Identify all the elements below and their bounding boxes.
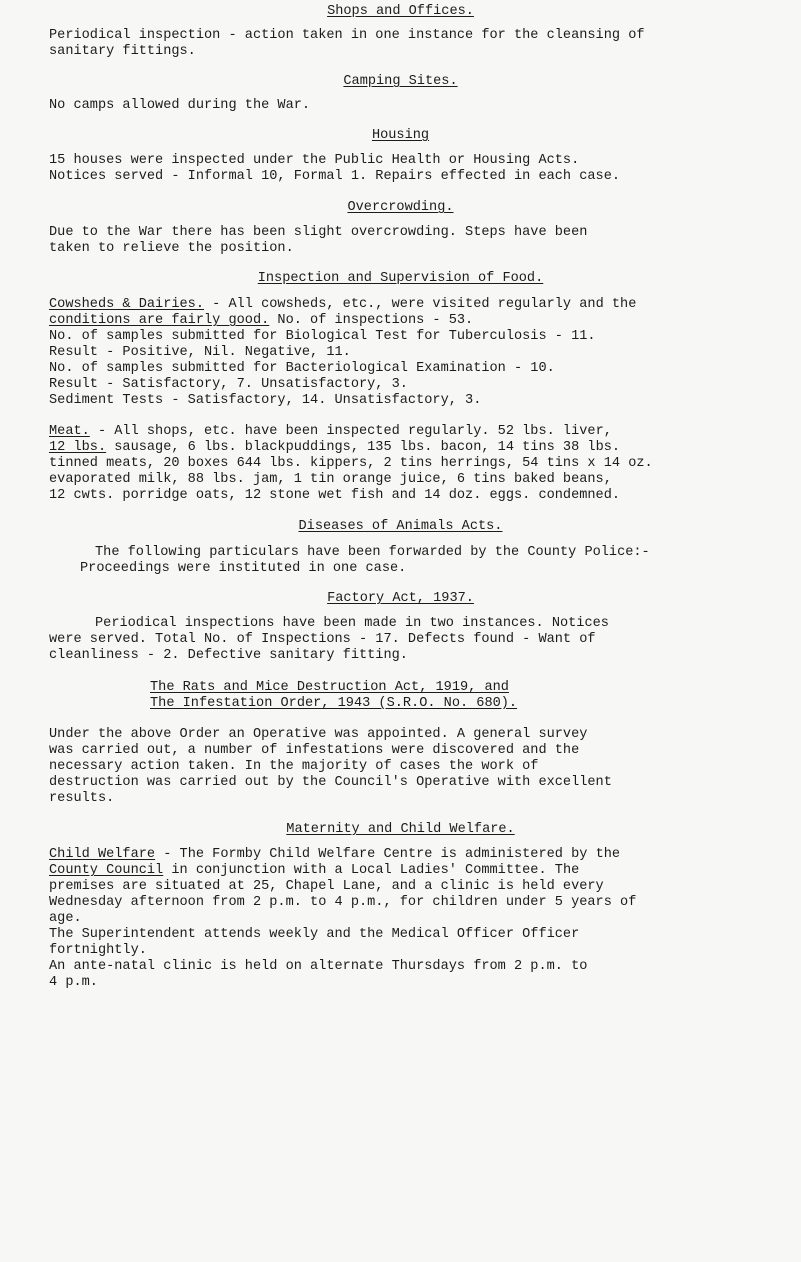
child-welfare-line-5: age.	[49, 911, 82, 926]
rats-line-4: destruction was carried out by the Council's Operative with excellent	[49, 775, 612, 790]
rats-line-2: was carried out, a number of infestations were discovered and the	[49, 743, 580, 758]
meat-line-2: 12 lbs. sausage, 6 lbs. blackpuddings, 135 lbs. bacon, 14 tins 38 lbs.	[49, 440, 621, 455]
rats-line-3: necessary action taken. In the majority of cases the work of	[49, 759, 539, 774]
factory-line-3: cleanliness - 2. Defective sanitary fitting.	[49, 648, 408, 663]
overcrowding-line-1: Due to the War there has been slight overcrowding. Steps have been	[49, 225, 588, 240]
meat-line-5: 12 cwts. porridge oats, 12 stone wet fish and 14 doz. eggs. condemned.	[49, 488, 621, 503]
factory-line-2: were served. Total No. of Inspections - 17. Defects found - Want of	[49, 632, 596, 647]
heading-shops-and-offices: Shops and Offices.	[327, 4, 474, 19]
heading-housing: Housing	[371, 128, 430, 143]
cowsheds-line-2: conditions are fairly good. No. of inspections - 53.	[49, 313, 474, 328]
housing-line-1: 15 houses were inspected under the Public Health or Housing Acts.	[49, 153, 580, 168]
cowsheds-label: Cowsheds & Dairies.	[49, 297, 204, 312]
heading-infestation-order: The Infestation Order, 1943 (S.R.O. No. 680).	[150, 696, 518, 711]
shops-line-2: sanitary fittings.	[49, 44, 196, 59]
heading-inspection-of-food: Inspection and Supervision of Food.	[257, 271, 544, 286]
cowsheds-line-5: No. of samples submitted for Bacteriological Examination - 10.	[49, 361, 555, 376]
heading-diseases-of-animals: Diseases of Animals Acts.	[298, 519, 503, 534]
meat-label: Meat.	[49, 424, 90, 439]
meat-line-4: evaporated milk, 88 lbs. jam, 1 tin orange juice, 6 tins baked beans,	[49, 472, 612, 487]
factory-line-1: Periodical inspections have been made in two instances. Notices	[95, 616, 609, 631]
child-welfare-label: Child Welfare	[49, 847, 156, 862]
shops-line-1: Periodical inspection - action taken in one instance for the cleansing of	[49, 28, 645, 43]
heading-rats-and-mice-act: The Rats and Mice Destruction Act, 1919, and	[150, 680, 509, 695]
child-welfare-line-7: fortnightly.	[49, 943, 147, 958]
cowsheds-line-6: Result - Satisfactory, 7. Unsatisfactory, 3.	[49, 377, 408, 392]
heading-maternity-and-child-welfare: Maternity and Child Welfare.	[286, 822, 515, 837]
rats-line-1: Under the above Order an Operative was appointed. A general survey	[49, 727, 588, 742]
heading-overcrowding: Overcrowding.	[347, 200, 454, 215]
meat-line-1: Meat. - All shops, etc. have been inspected regularly. 52 lbs. liver,	[49, 424, 612, 439]
heading-camping-sites: Camping Sites.	[343, 74, 458, 89]
child-welfare-line-4: Wednesday afternoon from 2 p.m. to 4 p.m., for children under 5 years of	[49, 895, 637, 910]
child-welfare-line-1: Child Welfare - The Formby Child Welfare Centre is administered by the	[49, 847, 621, 862]
child-welfare-line-6: The Superintendent attends weekly and the Medical Officer Officer	[49, 927, 580, 942]
diseases-line-1: The following particulars have been forwarded by the County Police:-	[95, 545, 650, 560]
heading-factory-act: Factory Act, 1937.	[327, 591, 474, 606]
child-welfare-line-8: An ante-natal clinic is held on alternate Thursdays from 2 p.m. to	[49, 959, 588, 974]
housing-line-2: Notices served - Informal 10, Formal 1. Repairs effected in each case.	[49, 169, 621, 184]
diseases-line-2: Proceedings were instituted in one case.	[80, 561, 407, 576]
child-welfare-line-9: 4 p.m.	[49, 975, 98, 990]
cowsheds-line-7: Sediment Tests - Satisfactory, 14. Unsatisfactory, 3.	[49, 393, 482, 408]
meat-line-3: tinned meats, 20 boxes 644 lbs. kippers, 2 tins herrings, 54 tins x 14 oz.	[49, 456, 653, 471]
overcrowding-line-2: taken to relieve the position.	[49, 241, 294, 256]
rats-line-5: results.	[49, 791, 115, 806]
child-welfare-line-3: premises are situated at 25, Chapel Lane, and a clinic is held every	[49, 879, 604, 894]
cowsheds-line-1: Cowsheds & Dairies. - All cowsheds, etc., were visited regularly and the	[49, 297, 637, 312]
cowsheds-line-3: No. of samples submitted for Biological Test for Tuberculosis - 11.	[49, 329, 596, 344]
cowsheds-line-4: Result - Positive, Nil. Negative, 11.	[49, 345, 351, 360]
camping-line-1: No camps allowed during the War.	[49, 98, 311, 113]
child-welfare-line-2: County Council in conjunction with a Local Ladies' Committee. The	[49, 863, 580, 878]
